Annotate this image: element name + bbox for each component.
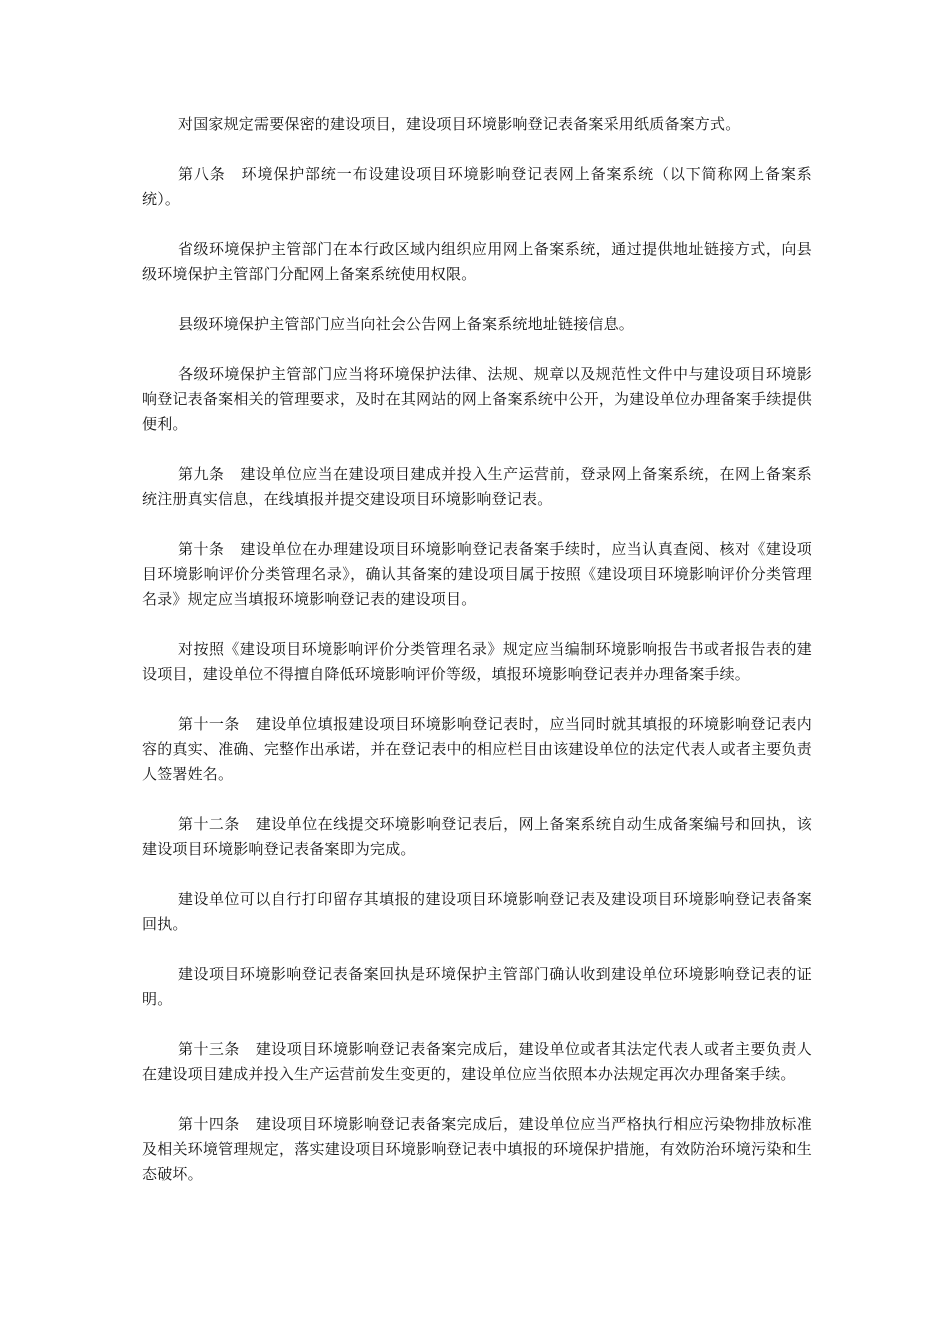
article-number: 第十四条 [178,1115,240,1133]
article-paragraph [142,812,812,862]
document-body [142,112,812,1212]
paragraph-text: 县级环境保护主管部门应当向社会公告网上备案系统地址链接信息。 [178,315,635,333]
paragraph [142,237,812,287]
paragraph-text: 建设项目环境影响登记表备案回执是环境保护主管部门确认收到建设单位环境影响登记表的证明。 [142,965,812,1008]
paragraph-text: 对按照《建设项目环境影响评价分类管理名录》规定应当编制环境影响报告书或者报告表的建设项目，建设单位不得擅自降低环境影响评价等级，填报环境影响登记表并办理备案手续。 [142,640,812,683]
paragraph-text: 建设单位在线提交环境影响登记表后，网上备案系统自动生成备案编号和回执，该建设项目环境影响登记表备案即为完成。 [142,815,812,858]
article-paragraph [142,1112,812,1187]
paragraph-text: 建设单位可以自行打印留存其填报的建设项目环境影响登记表及建设项目环境影响登记表备案回执。 [142,890,812,933]
paragraph-text: 对国家规定需要保密的建设项目，建设项目环境影响登记表备案采用纸质备案方式。 [178,115,741,133]
paragraph [142,112,812,137]
paragraph-text: 建设单位在办理建设项目环境影响登记表备案手续时，应当认真查阅、核对《建设项目环境影响评价分类管理名录》，确认其备案的建设项目属于按照《建设项目环境影响评价分类管理名录》规定应当填报环境影响登记表的建设项目。 [142,540,812,608]
paragraph [142,362,812,437]
paragraph-text: 环境保护部统一布设建设项目环境影响登记表网上备案系统（以下简称网上备案系统）。 [142,165,812,208]
paragraph-text: 建设单位应当在建设项目建成并投入生产运营前，登录网上备案系统，在网上备案系统注册真实信息，在线填报并提交建设项目环境影响登记表。 [142,465,812,508]
paragraph [142,637,812,687]
paragraph [142,887,812,937]
article-number: 第十条 [178,540,225,558]
article-number: 第九条 [178,465,225,483]
paragraph-text: 建设项目环境影响登记表备案完成后，建设单位应当严格执行相应污染物排放标准及相关环境管理规定，落实建设项目环境影响登记表中填报的环境保护措施，有效防治环境污染和生态破坏。 [142,1115,812,1183]
article-paragraph [142,1037,812,1087]
article-number: 第十二条 [178,815,240,833]
article-paragraph [142,462,812,512]
paragraph [142,962,812,1012]
paragraph-text: 建设单位填报建设项目环境影响登记表时，应当同时就其填报的环境影响登记表内容的真实、准确、完整作出承诺，并在登记表中的相应栏目由该建设单位的法定代表人或者主要负责人签署姓名。 [142,715,812,783]
article-paragraph [142,537,812,612]
article-number: 第八条 [178,165,226,183]
paragraph [142,312,812,337]
article-paragraph [142,162,812,212]
article-number: 第十一条 [178,715,240,733]
paragraph-text: 建设项目环境影响登记表备案完成后，建设单位或者其法定代表人或者主要负责人在建设项目建成并投入生产运营前发生变更的，建设单位应当依照本办法规定再次办理备案手续。 [142,1040,812,1083]
paragraph-text: 省级环境保护主管部门在本行政区域内组织应用网上备案系统，通过提供地址链接方式，向县级环境保护主管部门分配网上备案系统使用权限。 [142,240,812,283]
article-paragraph [142,712,812,787]
article-number: 第十三条 [178,1040,240,1058]
paragraph-text: 各级环境保护主管部门应当将环境保护法律、法规、规章以及规范性文件中与建设项目环境影响登记表备案相关的管理要求，及时在其网站的网上备案系统中公开，为建设单位办理备案手续提供便利。 [142,365,812,433]
